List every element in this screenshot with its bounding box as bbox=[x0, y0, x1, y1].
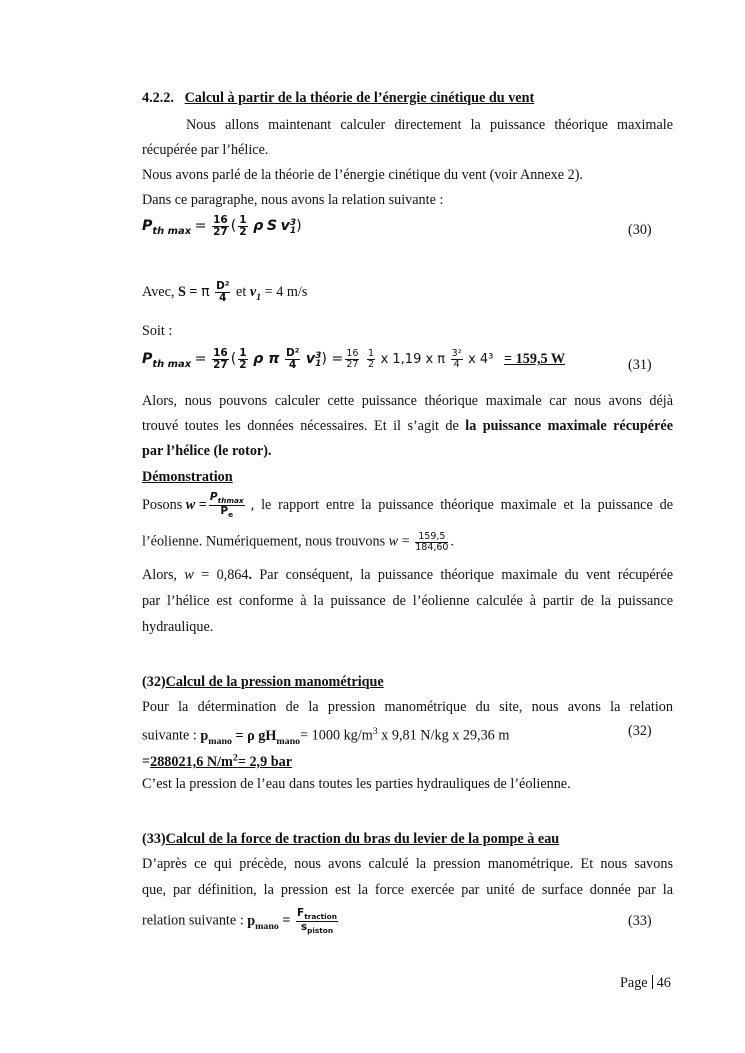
text-run: l’éolienne. Numériquement, nous trouvons bbox=[142, 533, 386, 550]
equation-32 bbox=[142, 723, 509, 751]
paragraph-line: Nous avons parlé de la théorie de l’énergie cinétique du vent (voir Annexe 2). bbox=[142, 167, 583, 183]
section-number: (32) bbox=[142, 674, 166, 690]
eq-operator: = bbox=[194, 217, 207, 234]
eq-value: x 9,81 N/kg x 29,36 m bbox=[377, 727, 510, 744]
fraction-denominator: 27 bbox=[346, 359, 359, 371]
fraction-numerator: 16 bbox=[213, 347, 228, 359]
paragraph-line bbox=[142, 566, 673, 584]
eq-subscript: mano bbox=[276, 735, 301, 747]
eq-subscript: piston bbox=[307, 925, 334, 935]
eq-symbol: w bbox=[185, 497, 196, 514]
eq-symbol: = ρ gH bbox=[235, 727, 277, 744]
eq-symbol: S = bbox=[177, 283, 198, 300]
fraction bbox=[215, 281, 230, 304]
eq-subscript: e bbox=[228, 509, 234, 519]
equation-number: (31) bbox=[628, 357, 652, 373]
section-heading-4-3 bbox=[142, 673, 673, 691]
equation-number: (33) bbox=[628, 913, 652, 929]
paragraph-line: Dans ce paragraphe, nous avons la relation suivante : bbox=[142, 192, 444, 208]
paragraph-line: Pour la détermination de la pression manométrique du site, nous avons la relation bbox=[142, 699, 673, 715]
eq-superscript: 3 bbox=[372, 726, 378, 737]
eq-symbol: P bbox=[142, 350, 153, 367]
paragraph-line: C’est la pression de l’eau dans toutes les parties hydrauliques de l’éolienne. bbox=[142, 776, 571, 792]
eq-operator: = bbox=[401, 533, 410, 550]
text-run: . bbox=[248, 567, 253, 583]
text-run: , le rapport entre la puissance théorique maximale et la puissance de bbox=[250, 497, 673, 514]
eq-numeric: x 1,19 x π bbox=[380, 351, 446, 367]
conjunction: et bbox=[236, 283, 247, 300]
fraction-numerator: 16 bbox=[346, 348, 359, 360]
eq-subscript: 1 bbox=[256, 291, 262, 303]
eq-subscript: 1 bbox=[315, 358, 322, 369]
eq-symbol: P bbox=[142, 217, 153, 234]
eq-symbol: p bbox=[247, 912, 256, 929]
avec-label: Avec, bbox=[142, 283, 175, 300]
paragraph-line: par l’hélice est conforme à la puissance de l’éolienne calculée à partir de la puissance bbox=[142, 593, 673, 609]
equation-30 bbox=[142, 215, 302, 241]
section-heading-4-2-2 bbox=[142, 89, 673, 107]
paragraph-line: Alors, nous pouvons calculer cette puissance théorique maximale car nous avons déjà bbox=[142, 393, 673, 409]
eq-symbol: v bbox=[305, 350, 316, 367]
fraction-denominator: 184,60 bbox=[415, 541, 449, 553]
eq-paren: ( bbox=[230, 350, 237, 367]
text-run: . bbox=[450, 533, 455, 550]
eq-operator: ) = bbox=[321, 350, 344, 367]
fraction-denominator: P bbox=[220, 504, 229, 517]
fraction-numerator: 1 bbox=[239, 214, 247, 226]
text-run: Par conséquent, la puissance théorique maximale du vent récupérée bbox=[252, 567, 674, 583]
fraction bbox=[212, 348, 229, 371]
eq-paren: ) bbox=[296, 217, 302, 234]
text-run: relation suivante : bbox=[142, 912, 244, 929]
fraction-denominator: 2 bbox=[367, 359, 375, 371]
eq-symbol: w bbox=[388, 533, 399, 550]
eq-superscript: 3 bbox=[289, 217, 297, 228]
eq-subscript: mano bbox=[255, 920, 279, 932]
fraction-numerator: F bbox=[297, 907, 305, 919]
eq-value: = 0,864 bbox=[201, 567, 249, 583]
text-run: Alors, bbox=[142, 567, 178, 583]
equation-number: (32) bbox=[628, 723, 652, 739]
fraction bbox=[367, 349, 375, 370]
section-title: Calcul à partir de la théorie de l’énergie cinétique du vent bbox=[184, 90, 535, 106]
paragraph-line: récupérée par l’hélice. bbox=[142, 142, 269, 158]
equation-33 bbox=[142, 908, 340, 935]
eq-superscript: 2 bbox=[232, 752, 238, 763]
fraction bbox=[238, 348, 247, 371]
section-title: Calcul de la pression manométrique bbox=[165, 674, 384, 690]
fraction-denominator: 4 bbox=[219, 292, 227, 305]
eq-operator: = bbox=[194, 350, 207, 367]
fraction bbox=[212, 215, 229, 238]
fraction-denominator: 2 bbox=[239, 226, 247, 239]
eq-result: 288021,6 N/m bbox=[150, 753, 233, 770]
fraction-numerator: D² bbox=[286, 347, 300, 359]
equation-31 bbox=[142, 348, 565, 374]
equation-number: (30) bbox=[628, 222, 652, 238]
eq-paren: ( bbox=[230, 217, 237, 234]
fraction-numerator: P bbox=[209, 491, 218, 503]
paragraph-line: D’après ce qui précède, nous avons calculé la pression manométrique. Et nous savons bbox=[142, 856, 673, 872]
eq-symbol: ρ π bbox=[253, 350, 280, 367]
eq-operator: = bbox=[282, 912, 291, 929]
eq-subscript: th max bbox=[152, 225, 192, 237]
fraction bbox=[238, 215, 247, 238]
eq-symbol: S bbox=[266, 217, 278, 234]
page-label: Page bbox=[620, 975, 648, 991]
fraction-denominator: 4 bbox=[289, 359, 297, 372]
fraction bbox=[345, 349, 359, 370]
section-title: Calcul de la force de traction du bras du levier de la pompe à eau bbox=[165, 831, 560, 847]
eq-subscript: 1 bbox=[289, 225, 297, 236]
eq-symbol: v bbox=[280, 217, 290, 234]
eq-operator: = bbox=[142, 753, 151, 770]
posons-line bbox=[142, 492, 673, 519]
section-number: 4.2.2. bbox=[142, 90, 174, 106]
fraction-denominator: 27 bbox=[213, 359, 228, 372]
fraction bbox=[285, 348, 300, 371]
page-number: 46 bbox=[656, 975, 671, 991]
eq-numeric: x 4³ bbox=[468, 351, 494, 367]
eq-subscript: traction bbox=[304, 912, 337, 922]
eq-value: = 1000 kg/m bbox=[300, 727, 373, 744]
section-heading-4-4 bbox=[142, 830, 673, 848]
eq-value: = 4 m/s bbox=[264, 283, 308, 300]
fraction-denominator: 4 bbox=[453, 359, 460, 371]
fraction-denominator: 2 bbox=[239, 359, 247, 372]
eq-subscript: th max bbox=[152, 358, 192, 370]
fraction-numerator: 1 bbox=[367, 348, 375, 360]
paragraph-line: Soit : bbox=[142, 323, 173, 339]
paragraph-line: hydraulique. bbox=[142, 619, 214, 635]
fraction-numerator: 16 bbox=[213, 214, 228, 226]
fraction bbox=[415, 532, 448, 553]
text-run-bold: la puissance maximale récupérée bbox=[465, 418, 673, 434]
eq-symbol: ρ bbox=[253, 217, 264, 234]
fraction-denominator: 27 bbox=[213, 226, 228, 239]
paragraph-line bbox=[142, 417, 673, 435]
demonstration-heading: Démonstration bbox=[142, 469, 233, 485]
eq-subscript: thmax bbox=[217, 496, 244, 506]
eq-symbol: w bbox=[184, 567, 194, 583]
eq-symbol: π bbox=[201, 283, 210, 300]
equation-32-result bbox=[142, 749, 292, 771]
fraction-numerator: 159,5 bbox=[415, 532, 448, 543]
page-footer bbox=[620, 974, 671, 992]
eq-subscript: mano bbox=[208, 735, 232, 747]
eq-symbol: p bbox=[200, 727, 209, 744]
eq-superscript: 3 bbox=[315, 350, 322, 361]
text-run: trouvé toutes les données nécessaires. Et il s’agit de bbox=[142, 418, 459, 434]
fraction-numerator: D² bbox=[216, 280, 230, 292]
fraction bbox=[209, 492, 245, 519]
fraction-denominator: s bbox=[300, 920, 308, 933]
eq-result: = 2,9 bar bbox=[237, 753, 293, 770]
numeric-line bbox=[142, 532, 454, 553]
paragraph-line: que, par définition, la pression est la force exercée par unité de surface donnée par la bbox=[142, 882, 673, 898]
fraction-numerator: 3² bbox=[451, 348, 462, 360]
footer-divider bbox=[652, 975, 653, 989]
section-number: (33) bbox=[142, 831, 166, 847]
fraction bbox=[296, 908, 338, 935]
paragraph-line: par l’hélice (le rotor). bbox=[142, 443, 272, 459]
text-run: suivante : bbox=[142, 727, 197, 744]
eq-operator: = bbox=[198, 497, 207, 514]
fraction-numerator: 1 bbox=[239, 347, 247, 359]
eq-symbol: v bbox=[249, 283, 257, 300]
text-run: Posons bbox=[142, 497, 183, 514]
paragraph-line: Nous allons maintenant calculer directement la puissance théorique maximale bbox=[186, 117, 673, 133]
eq-result: = 159,5 W bbox=[504, 350, 566, 367]
fraction bbox=[451, 349, 463, 370]
avec-line bbox=[142, 281, 307, 307]
